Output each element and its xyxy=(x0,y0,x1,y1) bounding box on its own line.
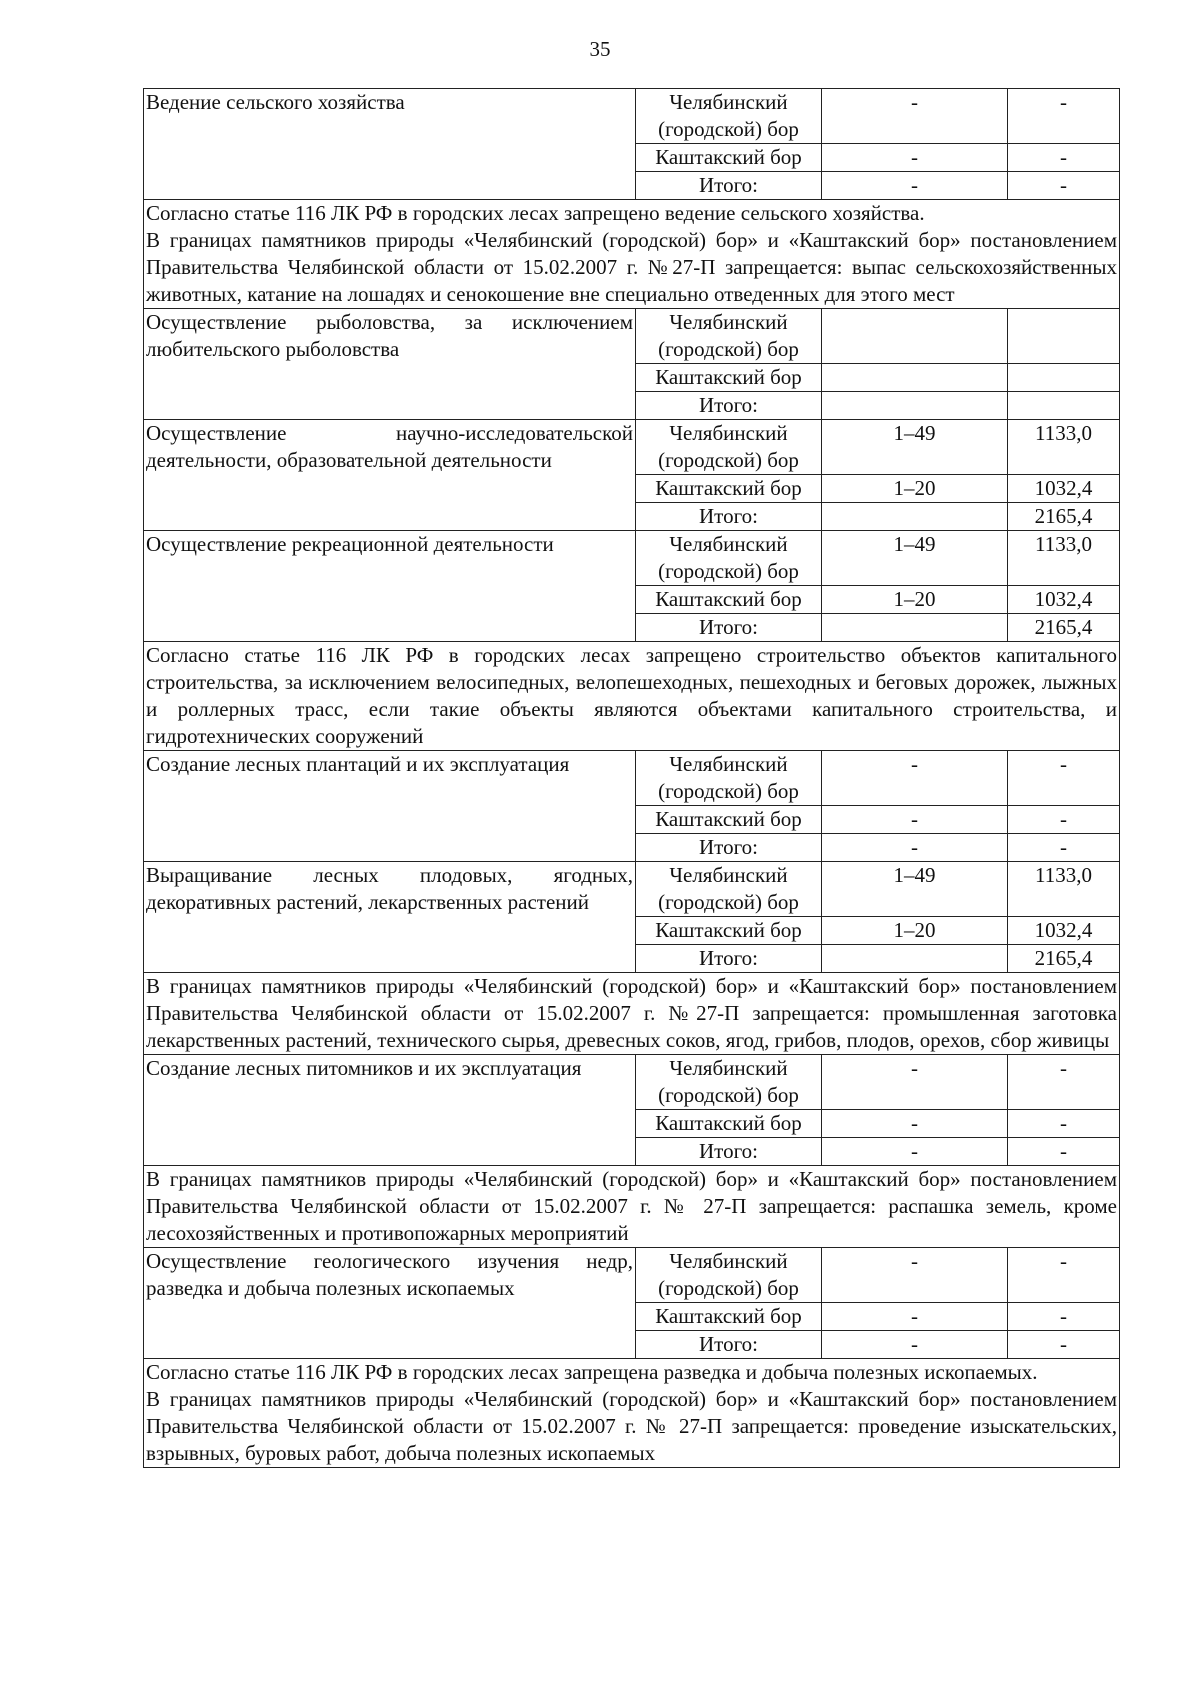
table-row xyxy=(144,862,1120,917)
activity-label: Осуществление рыболовства, за исключением любительского рыболовства xyxy=(144,309,636,420)
quarters-cell: - xyxy=(822,1303,1008,1331)
note-row xyxy=(144,1166,1120,1248)
area-cell: - xyxy=(1008,1055,1120,1110)
quarters-cell xyxy=(822,392,1008,420)
total-label-cell: Итого: xyxy=(636,945,822,973)
total-label-cell: Итого: xyxy=(636,614,822,642)
area-cell: - xyxy=(1008,1303,1120,1331)
area-cell xyxy=(1008,392,1120,420)
note-cell xyxy=(144,973,1120,1055)
table-row xyxy=(144,1055,1120,1110)
activity-label: Выращивание лесных плодовых, ягодных, декоративных растений, лекарственных растений xyxy=(144,862,636,973)
forest-name-cell: Каштакский бор xyxy=(636,475,822,503)
note-paragraph: В границах памятников природы «Челябинский (городской) бор» и «Каштакский бор» постановлением Правительства Челябинской области от 15.02.2007 г. № 27-П запрещается: проведение изыскательских, взрывных, буровых работ, добыча полезных ископаемых xyxy=(146,1387,1117,1465)
quarters-cell: - xyxy=(822,1331,1008,1359)
forest-name-cell: Челябинский (городской) бор xyxy=(636,1248,822,1303)
table-row xyxy=(144,531,1120,586)
forest-name-cell: Каштакский бор xyxy=(636,144,822,172)
area-cell: 2165,4 xyxy=(1008,503,1120,531)
table-row xyxy=(144,420,1120,475)
quarters-cell: 1–49 xyxy=(822,420,1008,475)
page-number: 35 xyxy=(589,37,611,61)
area-cell: - xyxy=(1008,806,1120,834)
area-cell: 2165,4 xyxy=(1008,614,1120,642)
activity-label: Создание лесных плантаций и их эксплуатация xyxy=(144,751,636,862)
forest-name-cell: Каштакский бор xyxy=(636,364,822,392)
total-label-cell: Итого: xyxy=(636,392,822,420)
quarters-cell: - xyxy=(822,144,1008,172)
area-cell: - xyxy=(1008,1110,1120,1138)
area-cell: - xyxy=(1008,1138,1120,1166)
forest-name-cell: Каштакский бор xyxy=(636,917,822,945)
activity-label: Осуществление научно-исследовательской деятельности, образовательной деятельности xyxy=(144,420,636,531)
total-label-cell: Итого: xyxy=(636,1138,822,1166)
table-row xyxy=(144,751,1120,806)
quarters-cell: 1–20 xyxy=(822,586,1008,614)
table-row xyxy=(144,1248,1120,1303)
note-paragraph: Согласно статье 116 ЛК РФ в городских лесах запрещено строительство объектов капитального строительства, за исключением велосипедных, велопешеходных, пешеходных и беговых дорожек, лыжных и роллерных трасс, если такие объекты являются объектами капитального строительства, и гидротехнических сооружений xyxy=(146,643,1117,748)
total-label-cell: Итого: xyxy=(636,834,822,862)
forest-name-cell: Челябинский (городской) бор xyxy=(636,420,822,475)
quarters-cell xyxy=(822,364,1008,392)
area-cell: - xyxy=(1008,1248,1120,1303)
quarters-cell: - xyxy=(822,1110,1008,1138)
quarters-cell: - xyxy=(822,1055,1008,1110)
total-label-cell: Итого: xyxy=(636,503,822,531)
note-row xyxy=(144,200,1120,309)
quarters-cell: - xyxy=(822,1138,1008,1166)
area-cell: - xyxy=(1008,1331,1120,1359)
area-cell: - xyxy=(1008,834,1120,862)
area-cell xyxy=(1008,309,1120,364)
quarters-cell: 1–20 xyxy=(822,475,1008,503)
area-cell: - xyxy=(1008,89,1120,144)
quarters-cell xyxy=(822,945,1008,973)
quarters-cell: - xyxy=(822,806,1008,834)
note-row xyxy=(144,642,1120,751)
quarters-cell xyxy=(822,503,1008,531)
quarters-cell: 1–20 xyxy=(822,917,1008,945)
activity-label: Осуществление рекреационной деятельности xyxy=(144,531,636,642)
forest-name-cell: Челябинский (городской) бор xyxy=(636,89,822,144)
quarters-cell: 1–49 xyxy=(822,531,1008,586)
note-paragraph: В границах памятников природы «Челябинский (городской) бор» и «Каштакский бор» постановлением Правительства Челябинской области от 15.02.2007 г. №27-П запрещается: выпас сельскохозяйственных животных, катание на лошадях и сенокошение вне специально отведенных для этого мест xyxy=(146,228,1117,306)
forest-name-cell: Челябинский (городской) бор xyxy=(636,531,822,586)
note-paragraph: В границах памятников природы «Челябинский (городской) бор» и «Каштакский бор» постановлением Правительства Челябинской области от 15.02.2007 г. № 27-П запрещается: распашка земель, кроме лесохозяйственных и противопожарных мероприятий xyxy=(146,1167,1117,1245)
note-cell xyxy=(144,1359,1120,1468)
total-label-cell: Итого: xyxy=(636,1331,822,1359)
note-row xyxy=(144,973,1120,1055)
quarters-cell: - xyxy=(822,89,1008,144)
area-cell: - xyxy=(1008,751,1120,806)
area-cell: - xyxy=(1008,144,1120,172)
quarters-cell: - xyxy=(822,172,1008,200)
forest-name-cell: Челябинский (городской) бор xyxy=(636,751,822,806)
area-cell: 1133,0 xyxy=(1008,862,1120,917)
note-row xyxy=(144,1359,1120,1468)
forest-name-cell: Челябинский (городской) бор xyxy=(636,862,822,917)
note-paragraph: Согласно статье 116 ЛК РФ в городских лесах запрещена разведка и добыча полезных ископаемых. xyxy=(146,1360,1038,1384)
activity-label: Ведение сельского хозяйства xyxy=(144,89,636,200)
forest-name-cell: Каштакский бор xyxy=(636,586,822,614)
quarters-cell: - xyxy=(822,751,1008,806)
note-paragraph: В границах памятников природы «Челябинский (городской) бор» и «Каштакский бор» постановлением Правительства Челябинской области от 15.02.2007 г. №27-П запрещается: промышленная заготовка лекарственных растений, технического сырья, древесных соков, ягод, грибов, плодов, орехов, сбор живицы xyxy=(146,974,1117,1052)
activity-label: Осуществление геологического изучения недр, разведка и добыча полезных ископаемых xyxy=(144,1248,636,1359)
activity-label: Создание лесных питомников и их эксплуатация xyxy=(144,1055,636,1166)
area-cell: 1032,4 xyxy=(1008,586,1120,614)
area-cell: 1032,4 xyxy=(1008,475,1120,503)
forest-name-cell: Каштакский бор xyxy=(636,1110,822,1138)
forest-name-cell: Каштакский бор xyxy=(636,1303,822,1331)
area-cell: 1133,0 xyxy=(1008,531,1120,586)
area-cell: 2165,4 xyxy=(1008,945,1120,973)
note-cell xyxy=(144,1166,1120,1248)
quarters-cell xyxy=(822,614,1008,642)
quarters-cell xyxy=(822,309,1008,364)
area-cell: 1032,4 xyxy=(1008,917,1120,945)
quarters-cell: - xyxy=(822,834,1008,862)
forest-name-cell: Челябинский (городской) бор xyxy=(636,1055,822,1110)
quarters-cell: 1–49 xyxy=(822,862,1008,917)
total-label-cell: Итого: xyxy=(636,172,822,200)
quarters-cell: - xyxy=(822,1248,1008,1303)
table-row xyxy=(144,309,1120,364)
forest-use-table xyxy=(143,88,1120,1468)
note-paragraph: Согласно статье 116 ЛК РФ в городских лесах запрещено ведение сельского хозяйства. xyxy=(146,201,925,225)
note-cell xyxy=(144,642,1120,751)
note-cell xyxy=(144,200,1120,309)
area-cell: 1133,0 xyxy=(1008,420,1120,475)
area-cell xyxy=(1008,364,1120,392)
table-row xyxy=(144,89,1120,144)
forest-name-cell: Челябинский (городской) бор xyxy=(636,309,822,364)
area-cell: - xyxy=(1008,172,1120,200)
forest-name-cell: Каштакский бор xyxy=(636,806,822,834)
